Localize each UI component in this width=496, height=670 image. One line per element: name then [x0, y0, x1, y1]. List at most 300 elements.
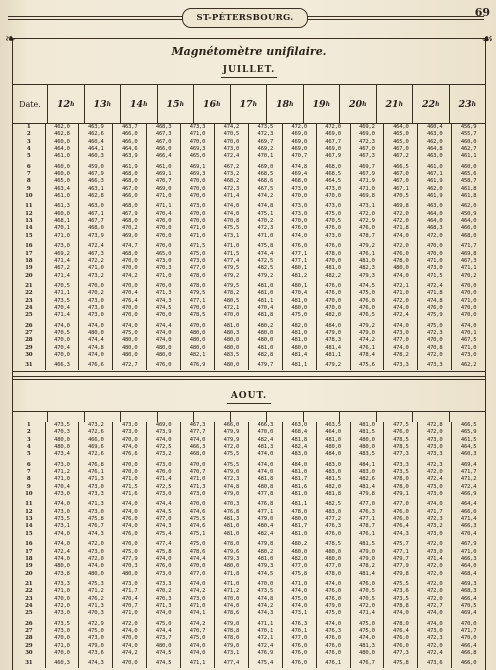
table-cell: 467,0: [393, 171, 409, 178]
table-cell: 479,0: [359, 555, 375, 562]
table-cell: 471,8: [393, 225, 409, 232]
table-cell: 475,8: [291, 570, 307, 577]
table-cell: 474,0: [325, 620, 341, 627]
table-cell: 473,3: [155, 580, 172, 587]
table-cell: 474,5: [257, 570, 274, 577]
table-cell: 470,0: [155, 312, 172, 319]
table-cell: 476,0: [393, 250, 409, 257]
table-cell: 480,0: [155, 351, 172, 358]
table-cell: 463,1: [88, 185, 104, 192]
table-cell: 481,3: [359, 642, 375, 649]
table-cell: 27: [25, 627, 33, 634]
table-cell: 470,0: [257, 429, 274, 436]
table-cell: 474,0: [291, 232, 307, 239]
table-cell: 25: [25, 312, 33, 319]
hour-column-header: 12 h: [47, 85, 84, 123]
table-cell: 476,0: [359, 225, 375, 232]
table-cell: 462,8: [54, 131, 70, 138]
table-cell: 463,0: [426, 153, 443, 160]
hour-column: [383, 124, 417, 370]
table-cell: 458,7: [460, 178, 477, 185]
july-table-body: [13, 124, 485, 370]
column-rule: [266, 411, 267, 422]
table-cell: 470,0: [223, 312, 240, 319]
table-cell: 476,0: [325, 642, 341, 649]
table-cell: 470,5: [359, 588, 375, 595]
table-cell: 480,0: [393, 265, 409, 272]
table-cell: 476,0: [155, 563, 172, 570]
table-cell: 473,8: [54, 570, 70, 577]
hour-column: [383, 422, 417, 668]
table-cell: 481,0: [257, 344, 274, 351]
table-cell: 467,5: [257, 185, 274, 192]
table-cell: 475,5: [223, 461, 240, 468]
table-cell: 469,0: [291, 138, 307, 145]
table-cell: 471,0: [189, 476, 206, 483]
table-cell: 473,0: [88, 483, 104, 490]
table-cell: 475,0: [325, 610, 341, 617]
table-cell: 477,0: [291, 563, 307, 570]
table-cell: 474,0: [223, 210, 240, 217]
table-cell: 484,0: [325, 451, 341, 458]
table-cell: 464,4: [460, 501, 477, 508]
table-cell: 461,3: [54, 203, 70, 210]
table-cell: 461,9: [426, 178, 443, 185]
table-cell: 474,8: [223, 483, 240, 490]
table-cell: 476,2: [88, 595, 104, 602]
table-cell: 470,4: [291, 290, 307, 297]
table-cell: 470,3: [223, 501, 240, 508]
table-cell: 480,0: [121, 351, 138, 358]
table-cell: 480,1: [291, 282, 307, 289]
date-column: [13, 422, 45, 668]
table-cell: 481,0: [359, 257, 375, 264]
table-cell: 476,0: [393, 429, 409, 436]
hour-column-header: 18 h: [266, 85, 303, 123]
table-cell: 476,1: [359, 530, 375, 537]
column-rule: [412, 411, 413, 422]
table-cell: 469,1: [189, 163, 206, 170]
table-cell: 476,0: [325, 595, 341, 602]
table-cell: 469,3: [189, 146, 206, 153]
table-cell: 483,5: [359, 451, 375, 458]
table-cell: 470,5: [359, 595, 375, 602]
table-cell: 470,3: [155, 595, 172, 602]
table-cell: 473,3: [54, 580, 70, 587]
table-cell: 478,0: [393, 483, 409, 490]
hour-column-header: 23 h: [449, 85, 486, 123]
table-cell: 469,3: [189, 171, 206, 178]
column-rule: [84, 411, 85, 422]
table-cell: 472,3: [426, 329, 443, 336]
table-cell: 470,1: [257, 153, 274, 160]
table-cell: 470,0: [460, 282, 477, 289]
table-cell: 467,7: [88, 218, 104, 225]
table-cell: 472,1: [223, 304, 240, 311]
table-cell: 483,5: [223, 351, 240, 358]
hour-column-header: 17 h: [230, 85, 267, 123]
table-cell: 471,4: [426, 555, 443, 562]
table-cell: 26: [25, 620, 33, 627]
table-cell: 467,0: [121, 185, 138, 192]
table-cell: 472,3: [359, 138, 375, 145]
table-cell: 474,8: [291, 163, 307, 170]
table-cell: 474,0: [426, 501, 443, 508]
table-cell: 481,7: [291, 476, 307, 483]
table-cell: 476,0: [325, 243, 341, 250]
table-cell: 4: [26, 444, 31, 451]
table-cell: 469,0: [291, 131, 307, 138]
table-cell: 467,0: [393, 178, 409, 185]
table-cell: 472,9: [88, 620, 104, 627]
table-cell: 471,1: [54, 290, 70, 297]
table-cell: 464,0: [393, 124, 409, 130]
table-cell: 18: [25, 555, 33, 562]
date-column: [13, 124, 45, 370]
table-cell: 481,7: [291, 523, 307, 530]
table-cell: 6: [26, 163, 31, 170]
table-cell: 468,0: [121, 178, 138, 185]
table-cell: 464,0: [426, 210, 443, 217]
table-cell: 478,0: [325, 250, 341, 257]
table-cell: 473,5: [54, 620, 70, 627]
table-cell: 474,3: [88, 660, 104, 667]
table-cell: 470,0: [223, 595, 240, 602]
table-cell: 475,0: [88, 627, 104, 634]
table-cell: 479,0: [88, 642, 104, 649]
table-cell: 474,3: [155, 297, 172, 304]
table-cell: 473,0: [426, 444, 443, 451]
table-cell: 474,8: [88, 344, 104, 351]
table-cell: 474,0: [121, 627, 138, 634]
section-separator: [13, 376, 485, 380]
table-cell: 477,3: [393, 451, 409, 458]
table-cell: 469,0: [155, 422, 172, 428]
table-cell: 470,0: [325, 297, 341, 304]
table-cell: 27: [25, 329, 33, 336]
table-cell: 479,0: [359, 329, 375, 336]
column-rule: [120, 411, 121, 422]
table-cell: 463,0: [88, 203, 104, 210]
table-cell: 471,5: [189, 243, 206, 250]
header-city: ST-PÉTERSBOURG.: [182, 8, 308, 28]
table-cell: 474,0: [393, 344, 409, 351]
table-cell: 479,8: [257, 541, 274, 548]
table-cell: 471,0: [54, 642, 70, 649]
table-cell: 31: [25, 660, 33, 667]
table-cell: 475,0: [121, 329, 138, 336]
table-cell: 472,4: [426, 476, 443, 483]
table-cell: 464,8: [426, 146, 443, 153]
table-cell: 473,0: [54, 508, 70, 515]
table-cell: 470,5: [460, 602, 477, 609]
table-cell: 483,0: [359, 469, 375, 476]
table-cell: 474,2: [223, 124, 240, 130]
table-cell: 476,0: [291, 660, 307, 667]
table-cell: 480,3: [223, 329, 240, 336]
table-cell: 480,0: [189, 337, 206, 344]
table-rule: [13, 371, 485, 372]
table-cell: 471,0: [426, 257, 443, 264]
table-cell: 474,5: [155, 660, 172, 667]
table-cell: 471,0: [460, 548, 477, 555]
table-cell: 480,0: [121, 344, 138, 351]
table-cell: 465,6: [460, 171, 477, 178]
table-cell: 470,0: [460, 620, 477, 627]
table-cell: 7: [26, 171, 31, 178]
table-cell: 473,2: [88, 272, 104, 279]
table-cell: 468,2: [223, 178, 240, 185]
table-cell: 467,9: [359, 171, 375, 178]
table-cell: 481,8: [257, 476, 274, 483]
table-cell: 474,0: [155, 329, 172, 336]
table-cell: 477,0: [359, 501, 375, 508]
table-cell: 461,8: [460, 193, 477, 200]
table-cell: 473,0: [54, 491, 70, 498]
table-cell: 460,4: [88, 138, 104, 145]
table-cell: 29: [25, 344, 33, 351]
table-cell: 4: [26, 146, 31, 153]
table-cell: 472,9: [359, 218, 375, 225]
table-cell: 470,2: [257, 218, 274, 225]
table-cell: 472,5: [257, 257, 274, 264]
table-cell: 474,2: [359, 337, 375, 344]
table-cell: 473,1: [359, 203, 375, 210]
table-cell: 472,0: [393, 243, 409, 250]
table-cell: 475,5: [393, 580, 409, 587]
table-cell: 473,0: [54, 461, 70, 468]
table-cell: 473,4: [54, 451, 70, 458]
table-cell: 475,6: [359, 362, 375, 369]
table-cell: 470,0: [54, 595, 70, 602]
table-cell: 20: [25, 272, 33, 279]
table-cell: 471,0: [291, 580, 307, 587]
table-cell: 473,0: [155, 491, 172, 498]
table-cell: 462,0: [460, 203, 477, 210]
table-cell: 470,0: [460, 304, 477, 311]
table-cell: 474,0: [257, 469, 274, 476]
table-cell: 473,6: [88, 649, 104, 656]
table-cell: 463,0: [426, 203, 443, 210]
table-cell: 476,0: [325, 635, 341, 642]
table-cell: 481,0: [223, 523, 240, 530]
table-cell: 466,0: [121, 138, 138, 145]
table-cell: 473,0: [460, 351, 477, 358]
hour-column: [112, 422, 146, 668]
table-cell: 470,3: [88, 610, 104, 617]
table-cell: 477,7: [189, 429, 206, 436]
table-cell: 28: [25, 337, 33, 344]
table-cell: 471,0: [223, 243, 240, 250]
table-cell: 472,0: [426, 351, 443, 358]
table-cell: 469,0: [121, 232, 138, 239]
table-cell: 478,5: [393, 444, 409, 451]
table-cell: 473,2: [88, 422, 104, 428]
table-cell: 468,0: [325, 163, 341, 170]
table-cell: 470,0: [189, 461, 206, 468]
table-cell: 22: [25, 290, 33, 297]
table-cell: 480,0: [121, 337, 138, 344]
hour-column: [282, 422, 316, 668]
table-cell: 481,0: [325, 436, 341, 443]
table-cell: 476,0: [121, 516, 138, 523]
table-cell: 479,0: [325, 602, 341, 609]
table-cell: 472,4: [223, 153, 240, 160]
table-cell: 472,4: [54, 548, 70, 555]
table-cell: 471,3: [189, 483, 206, 490]
table-cell: 481,6: [291, 483, 307, 490]
table-cell: 472,0: [325, 124, 341, 130]
hour-column: [316, 124, 350, 370]
table-cell: 470,0: [325, 257, 341, 264]
table-cell: 474,5: [155, 508, 172, 515]
table-cell: 471,0: [460, 344, 477, 351]
table-cell: 461,0: [54, 153, 70, 160]
table-cell: 481,2: [291, 272, 307, 279]
table-cell: 471,3: [155, 290, 172, 297]
table-cell: 477,5: [393, 422, 409, 428]
table-cell: 470,0: [54, 351, 70, 358]
table-cell: 479,2: [223, 272, 240, 279]
column-rule: [376, 411, 377, 422]
table-cell: 479,6: [223, 548, 240, 555]
table-cell: 460,3: [88, 153, 104, 160]
table-cell: 470,1: [257, 627, 274, 634]
table-cell: 473,0: [426, 265, 443, 272]
table-cell: 474,3: [257, 610, 274, 617]
table-cell: 464,6: [121, 146, 138, 153]
table-cell: 480,0: [189, 329, 206, 336]
table-cell: 473,0: [155, 461, 172, 468]
table-cell: 460,0: [54, 163, 70, 170]
table-cell: 471,3: [88, 501, 104, 508]
table-cell: 475,0: [189, 541, 206, 548]
table-cell: 460,0: [54, 138, 70, 145]
table-cell: 469,3: [460, 580, 477, 587]
table-cell: 470,2: [460, 272, 477, 279]
table-cell: 475,0: [291, 595, 307, 602]
hour-column-header: 22 h: [412, 85, 449, 123]
table-cell: 473,2: [223, 171, 240, 178]
table-cell: 476,8: [88, 461, 104, 468]
table-cell: 474,0: [155, 436, 172, 443]
table-cell: 482,3: [359, 265, 375, 272]
table-cell: 480,0: [291, 304, 307, 311]
hour-column-header: 15 h: [157, 85, 194, 123]
table-cell: 481,1: [291, 501, 307, 508]
table-cell: 474,3: [393, 530, 409, 537]
table-cell: 478,4: [359, 351, 375, 358]
table-cell: 472,0: [426, 595, 443, 602]
table-cell: 470,5: [54, 282, 70, 289]
table-cell: 469,2: [257, 146, 274, 153]
table-cell: 467,9: [325, 153, 341, 160]
table-cell: 473,0: [54, 610, 70, 617]
table-cell: 474,4: [88, 337, 104, 344]
table-cell: 468,4: [460, 570, 477, 577]
table-cell: 469,2: [359, 124, 375, 130]
column-rule: [157, 411, 158, 422]
table-cell: 477,4: [155, 541, 172, 548]
table-cell: 474,0: [88, 322, 104, 329]
table-cell: 470,0: [325, 193, 341, 200]
table-cell: 462,0: [426, 138, 443, 145]
table-cell: 470,4: [54, 344, 70, 351]
table-cell: 473,0: [223, 146, 240, 153]
table-cell: 481,5: [359, 429, 375, 436]
hour-column: [146, 124, 180, 370]
table-cell: 470,1: [54, 225, 70, 232]
table-cell: 467,1: [88, 210, 104, 217]
table-cell: 470,7: [189, 627, 206, 634]
table-cell: 480,0: [155, 642, 172, 649]
table-cell: 479,0: [223, 620, 240, 627]
table-cell: 470,0: [54, 337, 70, 344]
table-cell: 477,0: [189, 570, 206, 577]
table-cell: 474,8: [257, 595, 274, 602]
month-rule: [221, 77, 277, 78]
hour-column: [248, 422, 282, 668]
table-cell: 473,0: [88, 548, 104, 555]
table-cell: 484,0: [291, 461, 307, 468]
table-cell: 473,0: [426, 530, 443, 537]
table-cell: 473,0: [325, 232, 341, 239]
table-cell: 469,6: [88, 444, 104, 451]
table-cell: 471,4: [359, 610, 375, 617]
table-cell: 29: [25, 642, 33, 649]
table-cell: 467,7: [325, 138, 341, 145]
table-cell: 467,0: [359, 146, 375, 153]
table-cell: 479,0: [223, 469, 240, 476]
table-cell: 472,3: [426, 461, 443, 468]
month-rule: [227, 403, 271, 404]
table-cell: 471,3: [155, 602, 172, 609]
table-cell: 467,1: [426, 171, 443, 178]
table-cell: 474,3: [155, 523, 172, 530]
table-cell: 470,2: [121, 225, 138, 232]
table-cell: 479,0: [359, 548, 375, 555]
table-cell: 481,0: [257, 282, 274, 289]
table-cell: 472,1: [257, 635, 274, 642]
table-cell: 450,9: [460, 210, 477, 217]
table-cell: 471,0: [155, 272, 172, 279]
table-cell: 475,4: [155, 530, 172, 537]
table-cell: 469,4: [460, 610, 477, 617]
table-cell: 473,5: [54, 422, 70, 428]
table-cell: 472,0: [223, 444, 240, 451]
table-cell: 476,0: [155, 362, 172, 369]
hour-column: [180, 124, 214, 370]
table-cell: 469,8: [359, 193, 375, 200]
table-cell: 2: [26, 131, 31, 138]
table-cell: 469,7: [359, 163, 375, 170]
table-cell: 474,0: [189, 580, 206, 587]
table-cell: 23: [25, 297, 33, 304]
table-cell: 476,9: [189, 362, 206, 369]
table-cell: 474,0: [291, 602, 307, 609]
table-cell: 477,1: [393, 548, 409, 555]
table-cell: 19: [25, 563, 33, 570]
column-rule: [303, 411, 304, 422]
hour-column: [146, 422, 180, 668]
table-cell: 468,3: [426, 225, 443, 232]
table-cell: 473,1: [223, 232, 240, 239]
hour-column: [417, 422, 451, 668]
table-cell: 481,0: [325, 265, 341, 272]
table-cell: 13: [25, 516, 33, 523]
table-cell: 470,5: [393, 193, 409, 200]
table-cell: 477,9: [121, 555, 138, 562]
